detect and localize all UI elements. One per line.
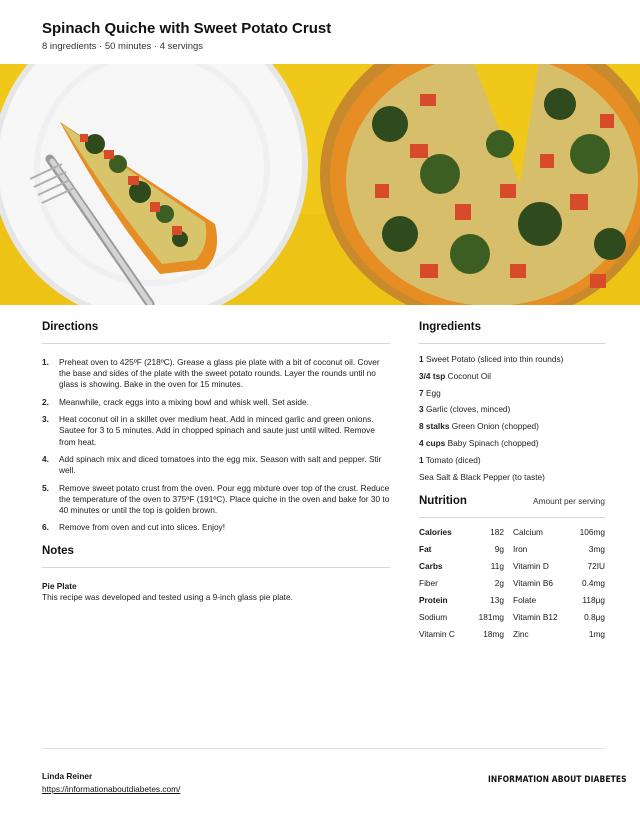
step-number: 4.: [42, 453, 49, 464]
notes-section: [42, 544, 390, 603]
ingredient-quantity: 1: [419, 454, 424, 465]
step-text: Heat coconut oil in a skillet over medium heat. Add in minced garlic and green onions. Sautee for 3 to 5 minutes. Add in chopped spinach and saute just until wilted. Remove from heat.: [59, 414, 375, 447]
ingredient-item: [419, 371, 605, 382]
nutrient-name: Vitamin B6: [513, 577, 553, 588]
directions-column: [42, 320, 390, 603]
nutrient-value: 182: [490, 526, 504, 537]
nutrient-name: Sodium: [419, 611, 448, 622]
step-number: 3.: [42, 414, 49, 425]
ingredient-item: [419, 472, 605, 483]
author-name: Linda Reiner: [42, 771, 93, 781]
directions-list: [42, 357, 390, 534]
nutrient-name: Carbs: [419, 560, 443, 571]
step-text: Preheat oven to 425ºF (218ºC). Grease a glass pie plate with a bit of coconut oil. Cover the base and sides of the plate with the sweet potato rounds. Layer the rounds until no glass is showing. Bake in the oven for 15 minutes.: [59, 357, 380, 390]
nutrient-name: Zinc: [513, 628, 529, 639]
recipe-photo: [0, 64, 640, 305]
nutrient-name: Calcium: [513, 526, 543, 537]
ingredient-name: Baby Spinach (chopped): [447, 437, 539, 448]
nutrient-value: 1mg: [588, 628, 605, 639]
ingredient-quantity: 3: [419, 404, 424, 415]
ingredient-item: [419, 438, 605, 449]
nutrient-value: 3mg: [588, 543, 605, 554]
nutrient-value: 0.8μg: [584, 611, 605, 622]
ingredient-quantity: 3/4 tsp: [419, 370, 446, 381]
ingredient-quantity: 1: [419, 354, 424, 364]
note-title: Pie Plate: [42, 580, 77, 591]
step-number: 2.: [42, 396, 49, 407]
nutrient-value: 9g: [494, 543, 504, 554]
nutrient-name: Vitamin D: [513, 560, 549, 571]
nutrient-value: 106mg: [579, 526, 605, 537]
footer-divider: [42, 748, 605, 749]
ingredient-name: Sweet Potato (sliced into thin rounds): [425, 354, 564, 364]
direction-step: [42, 357, 390, 391]
step-text: Remove from oven and cut into slices. Enjoy!: [59, 522, 226, 533]
nutrition-row: [419, 527, 605, 538]
nutrient-value: 2g: [494, 577, 504, 588]
notes-heading: Notes: [42, 544, 390, 568]
step-number: 1.: [42, 357, 49, 367]
directions-heading: Directions: [42, 320, 390, 344]
step-number: 5.: [42, 482, 49, 493]
nutrient-name: Folate: [513, 594, 537, 605]
nutrition-row: [419, 578, 605, 589]
author-url-link[interactable]: https://informationaboutdiabetes.com/: [42, 784, 181, 794]
ingredient-name: Garlic (cloves, minced): [425, 404, 511, 415]
direction-step: [42, 397, 390, 408]
nutrient-value: 11g: [490, 560, 504, 571]
direction-step: [42, 414, 390, 448]
nutrition-table: [419, 527, 605, 640]
ingredients-list: [419, 354, 605, 483]
ingredient-name: Green Onion (chopped): [451, 421, 539, 432]
brand-logo: INFORMATION ABOUT DIABETES: [488, 775, 627, 785]
recipe-header: [42, 20, 602, 53]
nutrition-row: [419, 629, 605, 640]
nutrition-heading: Nutrition: [419, 494, 467, 507]
nutrient-name: Vitamin B12: [513, 611, 558, 622]
nutrient-name: Fiber: [419, 577, 438, 588]
nutrient-name: Fat: [419, 543, 432, 554]
nutrition-row: [419, 595, 605, 606]
nutrient-name: Protein: [419, 594, 448, 605]
nutrient-name: Vitamin C: [419, 628, 455, 639]
step-number: 6.: [42, 522, 49, 533]
nutrient-value: 72IU: [587, 560, 605, 571]
ingredient-item: [419, 455, 605, 466]
direction-step: [42, 454, 390, 476]
ingredient-name: Sea Salt & Black Pepper (to taste): [419, 471, 545, 482]
step-text: Add spinach mix and diced tomatoes into the egg mix. Season with salt and pepper. Stir well.: [59, 453, 382, 476]
ingredients-column: [419, 320, 605, 646]
nutrition-subheading: Amount per serving: [533, 495, 605, 506]
recipe-meta: 8 ingredients · 50 minutes · 4 servings: [42, 41, 204, 52]
nutrient-name: Calories: [419, 526, 452, 537]
nutrient-value: 18mg: [483, 628, 504, 639]
ingredient-quantity: 7: [419, 387, 424, 398]
nutrition-row: [419, 561, 605, 572]
ingredient-item: [419, 421, 605, 432]
ingredients-heading: Ingredients: [419, 320, 605, 344]
ingredient-item: [419, 404, 605, 415]
ingredient-item: [419, 354, 605, 365]
direction-step: [42, 483, 390, 517]
recipe-title: Spinach Quiche with Sweet Potato Crust: [42, 20, 332, 37]
ingredient-name: Coconut Oil: [447, 370, 491, 381]
note-text: This recipe was developed and tested using a 9-inch glass pie plate.: [42, 591, 293, 602]
nutrient-value: 0.4mg: [581, 577, 605, 588]
ingredient-name: Tomato (diced): [425, 454, 481, 465]
ingredient-quantity: 8 stalks: [419, 421, 450, 432]
direction-step: [42, 522, 390, 533]
nutrient-value: 118μg: [582, 594, 605, 605]
nutrition-row: [419, 612, 605, 623]
step-text: Remove sweet potato crust from the oven. Pour egg mixture over top of the crust. Reduce the temperature of the oven to 375ºF (191ºC). Place quiche in the oven and bake for 30 to 40 minutes or until the top is golden brown.: [59, 482, 390, 515]
nutrient-name: Iron: [513, 543, 528, 554]
nutrition-header: [419, 494, 605, 518]
quiche-pie-image: [320, 64, 640, 305]
ingredient-item: [419, 388, 605, 399]
nutrition-row: [419, 544, 605, 555]
nutrient-value: 13g: [490, 594, 504, 605]
ingredient-name: Egg: [425, 387, 441, 398]
step-text: Meanwhile, crack eggs into a mixing bowl and whisk well. Set aside.: [59, 396, 309, 407]
ingredient-quantity: 4 cups: [419, 437, 446, 448]
nutrient-value: 181mg: [478, 611, 504, 622]
